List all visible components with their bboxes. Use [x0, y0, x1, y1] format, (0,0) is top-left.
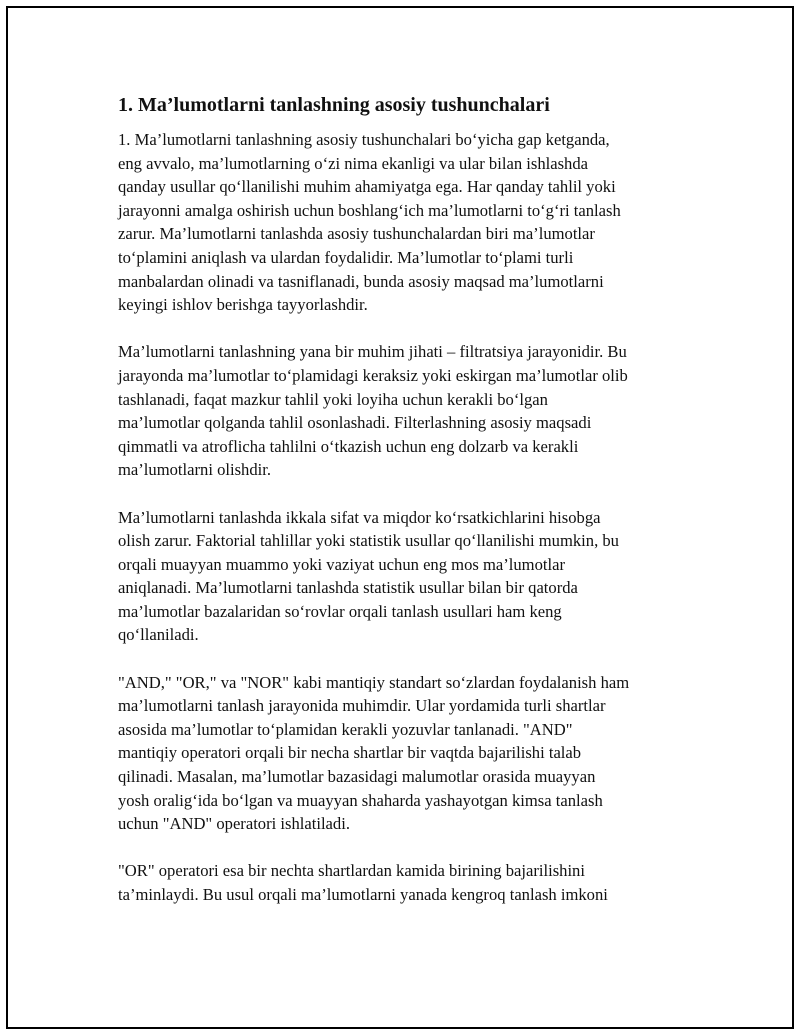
text-line: qanday usullar qo‘llanilishi muhim ahamiyatga ega. Har qanday tahlil yoki — [118, 177, 616, 197]
text-line: Ma’lumotlarni tanlashning yana bir muhim jihati – filtratsiya jarayonidir. Bu — [118, 342, 627, 362]
text-line: ma’lumotlarni olishdir. — [118, 460, 272, 480]
text-line: eng avvalo, ma’lumotlarning o‘zi nima ekanligi va ular bilan ishlashda — [118, 153, 589, 173]
text-line: orqali muayyan muammo yoki vaziyat uchun eng mos ma’lumotlar — [118, 554, 566, 574]
text-line: aniqlanadi. Ma’lumotlarni tanlashda statistik usullar bilan bir qatorda — [118, 578, 578, 598]
text-line: jarayonda ma’lumotlar to‘plamidagi keraksiz yoki eskirgan ma’lumotlar olib — [118, 365, 628, 385]
text-line: 1. Ma’lumotlarni tanlashning asosiy tushunchalari bo‘yicha gap ketganda, — [118, 130, 610, 149]
text-line: ma’lumotlar qolganda tahlil osonlashadi. Filterlashning asosiy maqsadi — [118, 413, 592, 433]
text-line: Ma’lumotlarni tanlashda ikkala sifat va miqdor ko‘rsatkichlarini hisobga — [118, 507, 601, 527]
text-line: ma’lumotlar bazalaridan so‘rovlar orqali tanlash usullari ham keng — [118, 601, 562, 621]
text-line: olish zarur. Faktorial tahlillar yoki statistik usullar qo‘llanilishi mumkin, bu — [118, 531, 619, 551]
text-line: ta’minlaydi. Bu usul orqali ma’lumotlarni yanada kengroq tanlash imkoni — [118, 885, 608, 904]
paragraph — [118, 340, 688, 482]
text-line: qimmatli va atroflicha tahlilni o‘tkazish uchun eng dolzarb va kerakli — [118, 436, 579, 456]
text-line: keyingi ishlov berishga tayyorlashdir. — [118, 295, 368, 315]
text-line: yosh oralig‘ida bo‘lgan va muayyan shaharda yashayotgan kimsa tanlash — [118, 790, 603, 810]
text-line: qo‘llaniladi. — [118, 625, 199, 645]
paragraph — [118, 859, 688, 906]
text-line: tashlanadi, faqat mazkur tahlil yoki loyiha uchun kerakli bo‘lgan — [118, 389, 548, 409]
text-line: "OR" operatori esa bir nechta shartlardan kamida birining bajarilishini — [118, 861, 585, 881]
text-line: "AND," "OR," va "NOR" kabi mantiqiy standart so‘zlardan foydalanish ham — [118, 672, 630, 692]
text-line: mantiqiy operatori orqali bir necha shartlar bir vaqtda bajarilishi talab — [118, 743, 582, 763]
text-line: asosida ma’lumotlar to‘plamidan kerakli yozuvlar tanlanadi. "AND" — [118, 719, 573, 739]
text-line: to‘plamini aniqlash va ulardan foydalidir. Ma’lumotlar to‘plami turli — [118, 247, 574, 267]
paragraph — [118, 128, 688, 317]
text-line: manbalardan olinadi va tasniflanadi, bunda asosiy maqsad ma’lumotlarni — [118, 271, 604, 291]
document-body — [118, 92, 688, 930]
paragraph — [118, 506, 688, 648]
text-line: qilinadi. Masalan, ma’lumotlar bazasidagi malumotlar orasida muayyan — [118, 767, 596, 787]
paragraph — [118, 671, 688, 836]
text-line: ma’lumotlarni tanlash jarayonida muhimdir. Ular yordamida turli shartlar — [118, 696, 606, 716]
text-line: zarur. Ma’lumotlarni tanlashda asosiy tushunchalardan biri ma’lumotlar — [118, 224, 595, 244]
text-line: jarayonni amalga oshirish uchun boshlang‘ich ma’lumotlarni to‘g‘ri tanlash — [118, 200, 621, 220]
text-line: uchun "AND" operatori ishlatiladi. — [118, 814, 350, 834]
section-heading: 1. Ma’lumotlarni tanlashning asosiy tushunchalari — [118, 94, 550, 116]
